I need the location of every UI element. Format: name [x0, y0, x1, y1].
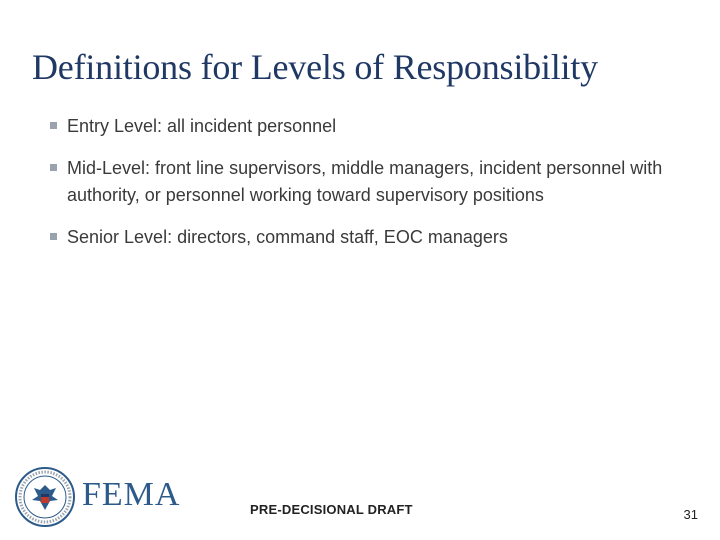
footer-label: PRE-DECISIONAL DRAFT: [250, 502, 413, 517]
bullet-list: [50, 113, 670, 266]
fema-logo: [14, 466, 184, 530]
page-number: 31: [683, 507, 698, 522]
bullet-marker-icon: [50, 122, 57, 129]
bullet-text: Senior Level: directors, command staff, EOC managers: [67, 227, 508, 247]
bullet-text: Mid-Level: front line supervisors, middle managers, incident personnel with authority, or personnel working toward supervisory positions: [67, 158, 663, 205]
bullet-marker-icon: [50, 233, 57, 240]
bullet-marker-icon: [50, 164, 57, 171]
bullet-item: [50, 113, 670, 140]
fema-wordmark: FEMA: [82, 476, 181, 513]
bullet-text: Entry Level: all incident personnel: [67, 116, 337, 136]
bullet-item: [50, 224, 670, 251]
slide-title: Definitions for Levels of Responsibility: [32, 47, 598, 87]
bullet-item: [50, 155, 670, 209]
dhs-seal-icon: [14, 466, 76, 528]
